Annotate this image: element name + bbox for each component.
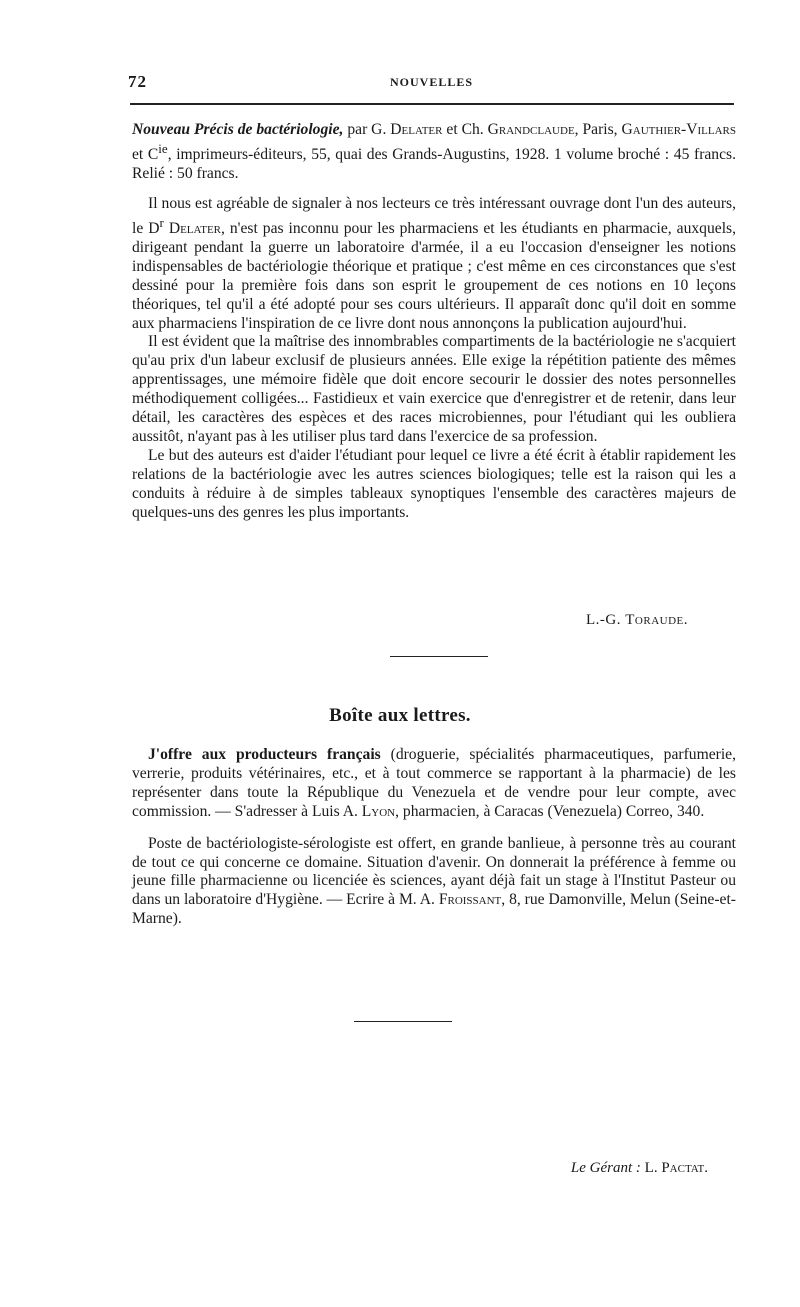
- section-divider: [354, 1021, 452, 1022]
- author-name: Delater: [390, 121, 443, 138]
- classified-ad: J'offre aux producteurs français (droguerie, spécialités pharmaceutiques, parfumerie, verrerie, produits vétérinaires, etc., et à tout commerce se rapportant à la pharmacie) de les représenter dans toute la République du Venezuela et de vendre pour leur compte, avec commission. — S'adresser à Luis A. Lyon, pharmacien, à Caracas (Venezuela) Correo, 340.: [132, 746, 736, 820]
- header-rule: [130, 103, 734, 105]
- review-paragraph: Il nous est agréable de signaler à nos lecteurs ce très intéressant ouvrage dont l'un des auteurs, le $D^r$ Delater, n'est pas inconnu pour les pharmaciens et les étudiants en pharmacie, auxquels, dirigeant pendant la guerre un laboratoire d'armée, il a eu l'occasion d'enseigner les notions indispensables de bactériologie théorique et pratique ; c'est même en ces circonstances que s'est dessiné pour la première fois dans son esprit le groupement de ces notions en 10 leçons théoriques, tel qu'il a été adopté pour ses cours ultérieurs. Il apparaît donc qu'il doit en somme aux pharmaciens l'inspiration de ce livre dont nous annonçons la publication aujourd'hui.: [132, 194, 736, 332]
- book-title: Nouveau Précis de bactériologie,: [132, 121, 344, 138]
- author-name: Grandclaude: [487, 121, 575, 138]
- page-header: [128, 72, 736, 94]
- review-paragraph: Il est évident que la maîtrise des innombrables compartiments de la bactériologie ne s'acquiert qu'au prix d'un labeur exclusif de plusieurs années. Elle exige la répétition patiente des mêmes apprentissages, une mémoire fidèle que doit encore secourir le dossier des notes personnelles méthodiquement colligées... Fastidieux et vain exercice que d'enregistrer et de retenir, dans leur détail, les caractères des espèces et des races microbiennes, pour l'étudiant qui les oubliera aussitôt, n'ayant pas à les utiliser plus tard dans l'exercice de sa profession.: [132, 333, 736, 445]
- book-review: [132, 121, 736, 523]
- letters-section: [132, 746, 736, 929]
- running-head: NOUVELLES: [390, 75, 474, 89]
- publisher-name: Gauthier-Villars: [621, 121, 737, 138]
- review-signature: L.-G. Toraude.: [586, 612, 688, 628]
- section-title: Boîte aux lettres.: [329, 705, 471, 726]
- section-divider: [390, 656, 488, 657]
- book-reference: Nouveau Précis de bactériologie, par G. Delater et Ch. Grandclaude, Paris, Gauthier-Villars et $C^{ie}$, imprimeurs-éditeurs, 55, quai des Grands-Augustins, 1928. 1 volume broché : 45 francs. Relié : 50 francs.: [132, 121, 737, 182]
- review-paragraph: Le but des auteurs est d'aider l'étudiant pour lequel ce livre a été écrit à établir rapidement les relations de la bactériologie avec les autres sciences biologiques; telle est la raison qui les a conduits à réduire à de simples tableaux synoptiques l'ensemble des caractères majeurs de quelques-uns des genres les plus importants.: [132, 446, 736, 521]
- gerant-line: Le Gérant : L. Pactat.: [570, 1160, 708, 1176]
- classified-ad: Poste de bactériologiste-sérologiste est offert, en grande banlieue, à personne très au courant de tout ce qui concerne ce domaine. Situation d'avenir. On donnerait la préférence à femme ou jeune fille pharmacienne ou licenciée ès sciences, ayant déjà fait un stage à l'Institut Pasteur ou dans un laboratoire d'Hygiène. — Ecrire à M. A. Froissant, 8, rue Damonville, Melun (Seine-et-Marne).: [132, 834, 736, 928]
- page-number: 72: [128, 72, 147, 91]
